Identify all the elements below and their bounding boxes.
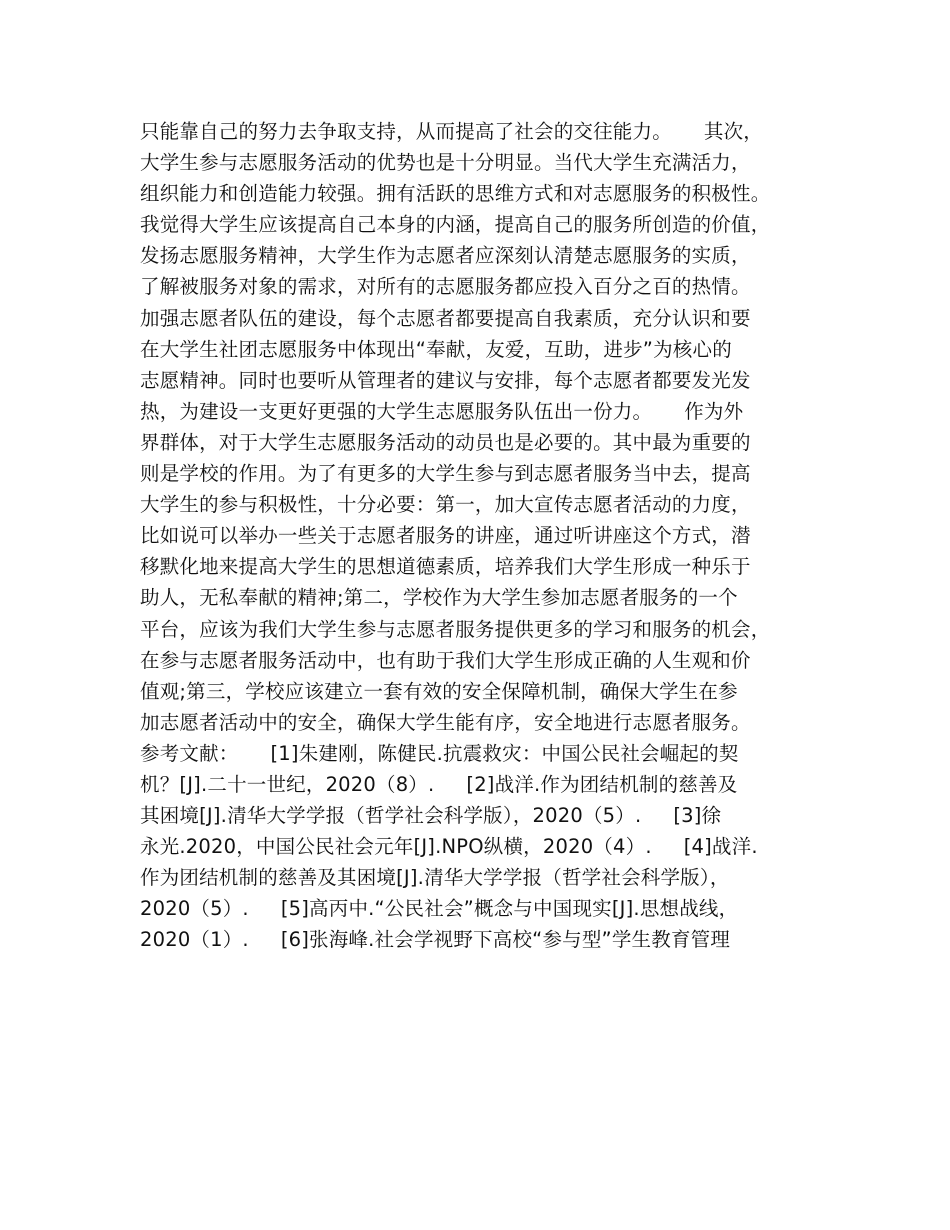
text-line: 则是学校的作用。为了有更多的大学生参与到志愿者服务当中去，提高 [140,462,751,486]
text-line: 在参与志愿者服务活动中，也有助于我们大学生形成正确的人生观和价 [140,648,751,672]
text-line: 在大学生社团志愿服务中体现出“奉献，友爱，互助，进步”为核心的 [140,337,732,361]
text-line: 移默化地来提高大学生的思想道德素质，培养我们大学生形成一种乐于 [140,555,751,579]
text-line: 平台，应该为我们大学生参与志愿者服务提供更多的学习和服务的机会， [140,617,771,641]
references-line: 参考文献： [1]朱建刚，陈健民.抗震救灾：中国公民社会崛起的契 [140,741,739,765]
text-line: 大学生参与志愿服务活动的优势也是十分明显。当代大学生充满活力， [140,151,751,175]
text-line: 比如说可以举办一些关于志愿者服务的讲座，通过听讲座这个方式，潜 [140,524,751,548]
text-line: 组织能力和创造能力较强。拥有活跃的思维方式和对志愿服务的积极性。 [140,182,771,206]
text-line: 大学生的参与积极性，十分必要：第一，加大宣传志愿者活动的力度， [140,493,751,517]
text-line: 加强志愿者队伍的建设，每个志愿者都要提高自我素质，充分认识和要 [140,306,751,330]
text-line: 发扬志愿服务精神，大学生作为志愿者应深刻认清楚志愿服务的实质， [140,244,751,268]
text-line: 我觉得大学生应该提高自己本身的内涵，提高自己的服务所创造的价值， [140,213,771,237]
text-line: 加志愿者活动中的安全，确保大学生能有序，安全地进行志愿者服务。 [140,710,751,734]
text-line: 界群体，对于大学生志愿服务活动的动员也是必要的。其中最为重要的 [140,430,751,454]
text-line: 了解被服务对象的需求，对所有的志愿服务都应投入百分之百的热情。 [140,275,751,299]
text-line: 助人，无私奉献的精神;第二，学校作为大学生参加志愿者服务的一个 [140,586,738,610]
references-line: 作为团结机制的慈善及其困境[J].清华大学学报（哲学社会科学版）， [140,866,730,890]
references-line: 永光.2020，中国公民社会元年[J].NPO纵横，2020（4）. [4]战洋. [140,835,758,859]
text-line: 志愿精神。同时也要听从管理者的建议与安排，每个志愿者都要发光发 [140,368,751,392]
text-line: 值观;第三，学校应该建立一套有效的安全保障机制，确保大学生在参 [140,679,738,703]
text-line: 热，为建设一支更好更强的大学生志愿服务队伍出一份力。 作为外 [140,399,744,423]
body-text [140,116,830,956]
references-line: 2020（1）. [6]张海峰.社会学视野下高校“参与型”学生教育管理 [140,928,731,952]
references-line: 其困境[J].清华大学学报（哲学社会科学版），2020（5）. [3]徐 [140,804,722,828]
references-line: 机？[J].二十一世纪，2020（8）. [2]战洋.作为团结机制的慈善及 [140,772,738,796]
text-line: 只能靠自己的努力去争取支持，从而提高了社会的交往能力。 其次， [140,120,763,143]
references-line: 2020（5）. [5]高丙中.“公民社会”概念与中国现实[J].思想战线， [140,897,739,921]
